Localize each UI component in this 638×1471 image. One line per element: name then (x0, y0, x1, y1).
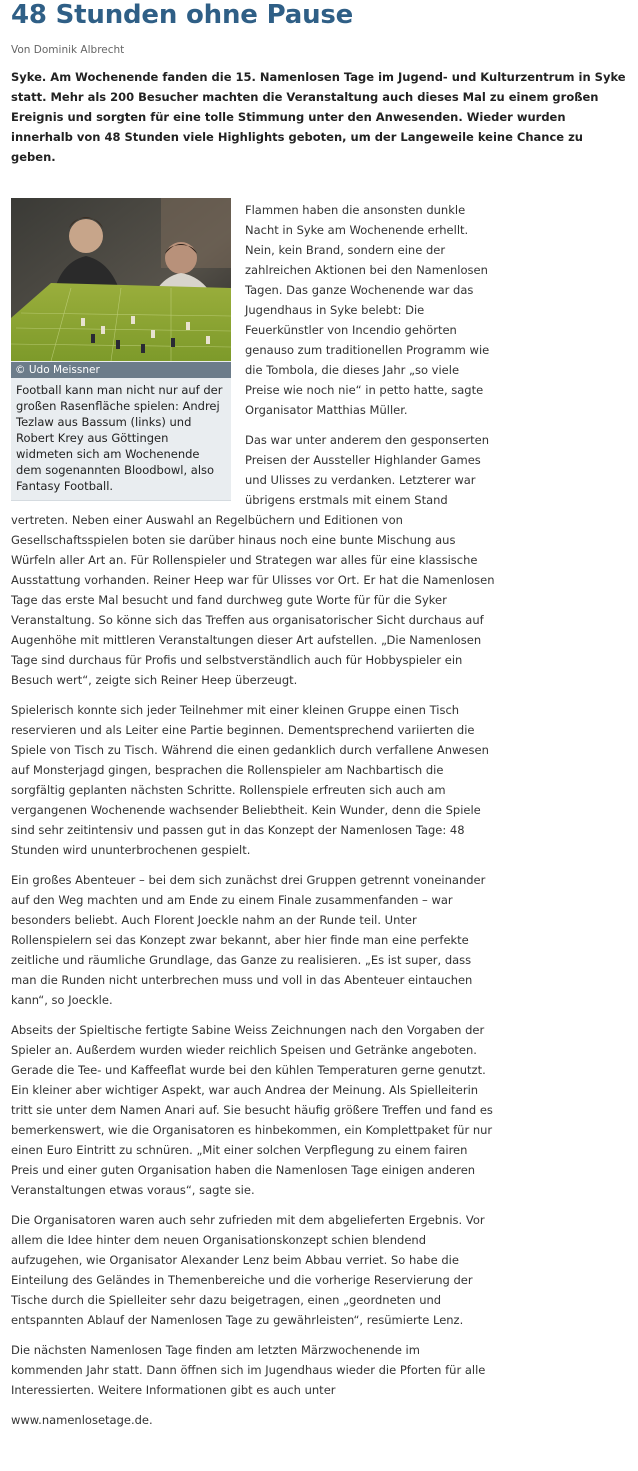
paragraph: Ein großes Abenteuer – bei dem sich zunächst drei Gruppen getrennt voneinander auf den Weg machten und am Ende zu einem Finale zusammenfanden – war besonders beliebt. Auch Florent Joeckle nahm an der Runde teil. Unter Rollenspielern sei das Konzept zwar bekannt, aber hier finde man eine perfekte zeitliche und räumliche Grundlage, das Ganze zu realisieren. „Es ist super, dass man die Runden nicht unterbrechen muss und voll in das Abenteuer eintauchen kann“, so Joeckle. (11, 873, 486, 1007)
website-link[interactable]: www.namenlosetage.de. (11, 1413, 153, 1427)
article-lead: Syke. Am Wochenende fanden die 15. Namenlosen Tage im Jugend- und Kulturzentrum in Syke statt. Mehr als 200 Besucher machten die Veranstaltung auch dieses Mal zu einem großen Ereignis und sorgten für eine tolle Stimmung unter den Anwesenden. Wieder wurden innerhalb von 48 Stunden viele Highlights geboten, um der Langeweile keine Chance zu geben. (11, 70, 626, 164)
paragraph: Die Organisatoren waren auch sehr zufrieden mit dem abgelieferten Ergebnis. Vor allem die Idee hinter dem neuen Organisationskonzept schien blendend aufzugehen, wie Organisator Alexander Lenz beim Abbau verriet. So habe die Einteilung des Geländes in Themenbereiche und die vorherige Reservierung der Tische durch die Spielleiter sehr dazu beigetragen, einen „geordneten und entspannten Ablauf der Namenlosen Tage zu gewährleisten“, resümierte Lenz. (11, 1213, 485, 1327)
paragraph: Abseits der Spieltische fertigte Sabine Weiss Zeichnungen nach den Vorgaben der Spieler an. Außerdem wurden wieder reichlich Speisen und Getränke angeboten. Gerade die Tee- und Kaffeeflat wurde bei den kühlen Temperaturen gerne genutzt. Ein kleiner aber wichtiger Aspekt, war auch Andrea der Meinung. Als Spielleiterin tritt sie unter dem Namen Anari auf. Sie besucht häufig größere Treffen und fand es bemerkenswert, wie die Organisatoren es hinbekommen, ein Komplettpaket für nur einen Euro Eintritt zu schnüren. „Mit einer solchen Verpflegung zu einem fairen Preis und einer guten Organisation haben die Namenlosen Tage einigen anderen Veranstaltungen etwas voraus“, sagte sie. (11, 1023, 493, 1197)
paragraph: Die nächsten Namenlosen Tage finden am letzten Märzwochenende im kommenden Jahr statt. Dann öffnen sich im Jugendhaus wieder die Pforten für alle Interessierten. Weitere Informationen gibt es auch unter (11, 1343, 486, 1397)
photo-caption: Football kann man nicht nur auf der großen Rasenfläche spielen: Andrej Tezlaw aus Bassum (links) und Robert Krey aus Göttingen widmeten sich am Wochenende dem sogenannten Bloodbowl, also Fantasy Football. (16, 383, 223, 493)
figure-spacer (11, 200, 245, 496)
article-title: 48 Stunden ohne Pause (11, 0, 354, 30)
paragraph: Flammen haben die ansonsten dunkle Nacht in Syke am Wochenende erhellt. Nein, kein Brand, sondern eine der zahlreichen Aktionen bei den Namenlosen Tagen. Das ganze Wochenende war das Jugendhaus in Syke belebt: Die Feuerkünstler von Incendio gehörten genauso zum traditionellen Programm wie die Tombola, die dieses Jahr „so viele Preise wie noch nie“ in petto hatte, sagte Organisator Matthias Müller. (245, 203, 490, 417)
paragraph: Spielerisch konnte sich jeder Teilnehmer mit einer kleinen Gruppe einen Tisch reservieren und als Leiter eine Partie beginnen. Dementsprechend variierten die Spiele von Tisch zu Tisch. Während die einen gedanklich durch verfallene Anwesen auf Monsterjagd gingen, besprachen die Rollenspieler am Nachbartisch die sorgfältig geplanten nächsten Schritte. Rollenspiele erfreuten sich auch am vergangenen Wochenende wachsender Beliebtheit. Kein Wunder, denn die Spiele sind sehr zeitintensiv und passen gut in das Konzept der Namenlosen Tage: 48 Stunden wird ununterbrochenen gespielt. (11, 703, 489, 857)
article-byline: Von Dominik Albrecht (11, 44, 125, 56)
paragraph: Das war unter anderem den gesponserten Preisen der Aussteller Highlander Games und Ulisses zu verdanken. Letzterer war übrigens erstmals mit einem Stand vertreten. Neben einer Auswahl an Regelbüchern und Editionen von Gesellschaftsspielen boten sie darüber hinaus noch eine bunte Mischung aus Würfeln aller Art an. Für Rollenspieler und Strategen war alles für eine klassische Ausstattung vorhanden. Reiner Heep war für Ulisses vor Ort. Er hat die Namenlosen Tage das erste Mal besucht und fand durchweg gute Worte für für die Syker Veranstaltung. So könne sich das Treffen aus organisatorischer Sicht durchaus auf Augenhöhe mit mittleren Veranstaltungen dieser Art aufstellen. „Die Namenlosen Tage sind durchaus für Profis und selbstverständlich auch für Hobbyspieler ein Besuch wert“, zeigte sich Reiner Heep überzeugt. (11, 433, 495, 687)
photo-credit: © Udo Meissner (11, 362, 231, 378)
article-body (11, 200, 495, 1440)
